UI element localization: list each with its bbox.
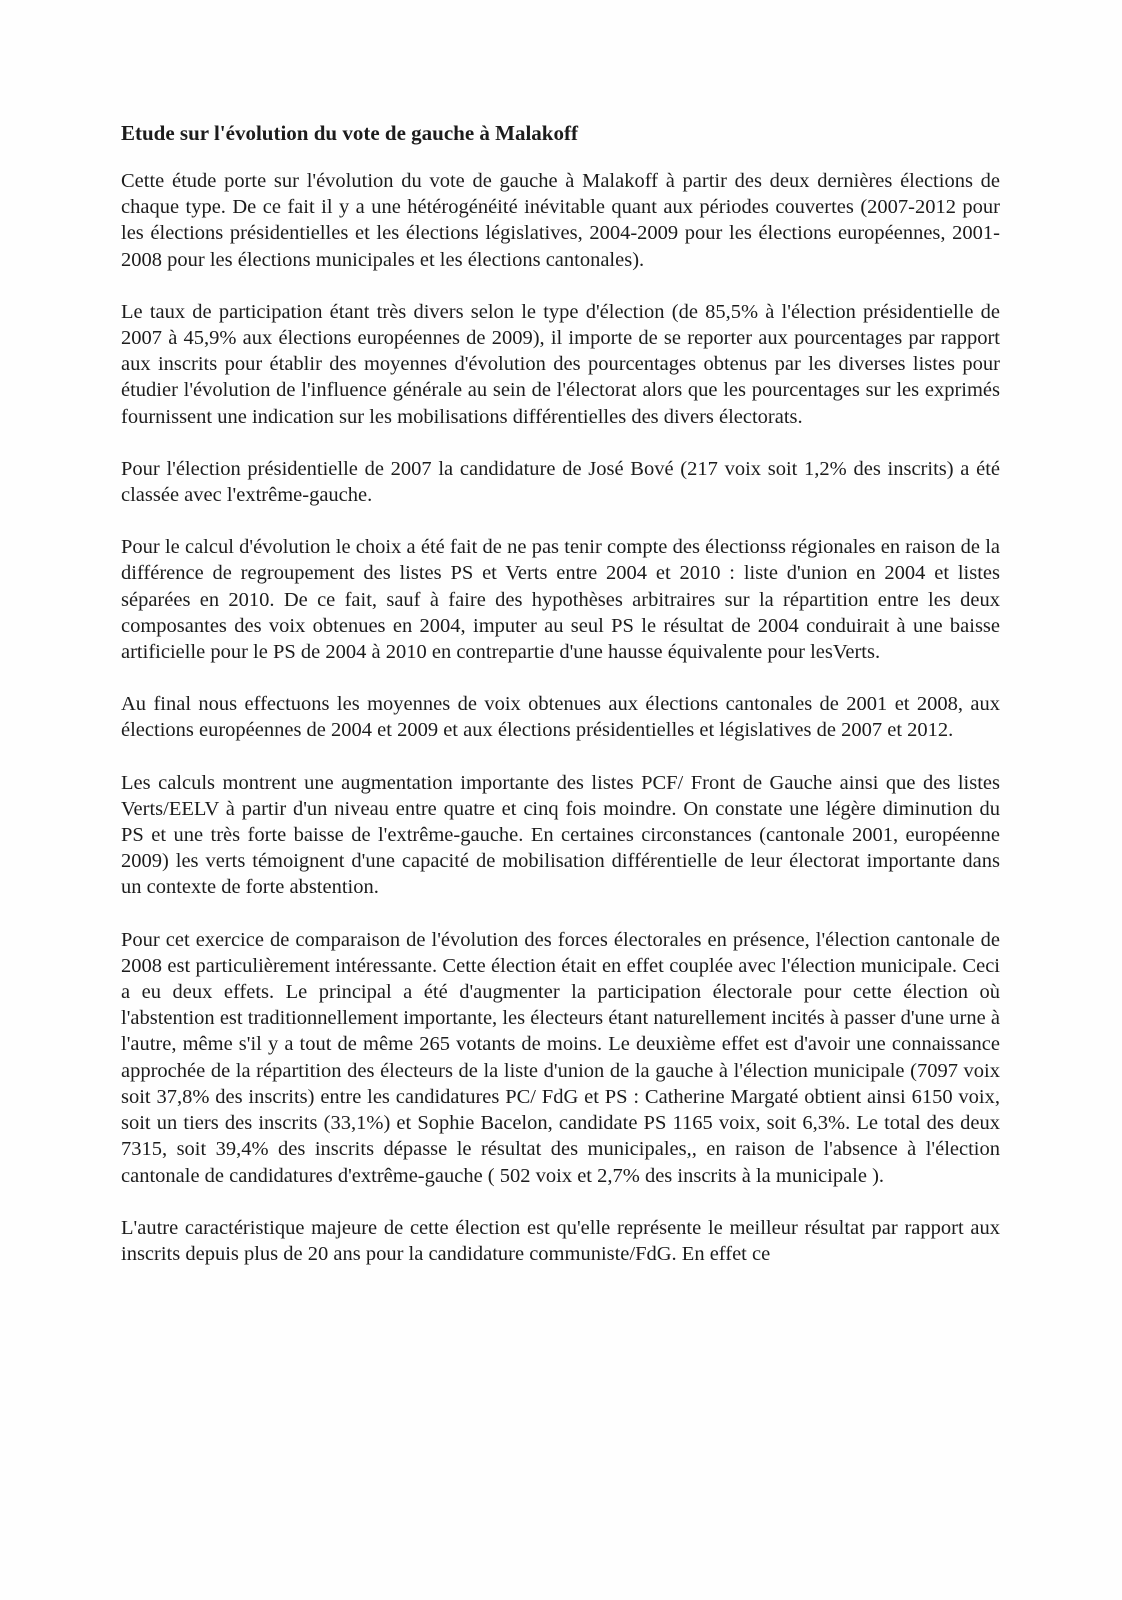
paragraph-bove: Pour l'élection présidentielle de 2007 la candidature de José Bové (217 voix soit 1,2% des inscrits) a été classée avec l'extrême-gauche. [121, 457, 1000, 507]
document-title: Etude sur l'évolution du vote de gauche à Malakoff [121, 121, 578, 145]
paragraph-cantonale-2008: Pour cet exercice de comparaison de l'évolution des forces électorales en présence, l'élection cantonale de 2008 est particulièrement intéressante. Cette élection était en effet couplée avec l'élection municipale. Ceci a eu deux effets. Le principal a été d'augmenter la participation électorale pour cette élection où l'abstention est traditionnellement importante, les électeurs étant naturellement incités à passer d'une urne à l'autre, même s'il y a tout de même 265 votants de moins. Le deuxième effet est d'avoir une connaissance approchée de la répartition des électeurs de la liste d'union de la gauche à l'élection municipale (7097 voix soit 37,8% des inscrits) entre les candidatures PC/ FdG et PS : Catherine Margaté obtient ainsi 6150 voix, soit un tiers des inscrits (33,1%) et Sophie Bacelon, candidate PS 1165 voix, soit 6,3%. Le total des deux 7315, soit 39,4% des inscrits dépasse le résultat des municipales,, en raison de l'absence à l'élection cantonale de candidatures d'extrême-gauche ( 502 voix et 2,7% des inscrits à la municipale ). [121, 928, 1000, 1187]
paragraph-scope: Cette étude porte sur l'évolution du vote de gauche à Malakoff à partir des deux dernières élections de chaque type. De ce fait il y a une hétérogénéité inévitable quant aux périodes couvertes (2007-2012 pour les élections présidentielles et les élections législatives, 2004-2009 pour les élections européennes, 2001-2008 pour les élections municipales et les élections cantonales). [121, 170, 1000, 271]
paragraph-moyennes: Au final nous effectuons les moyennes de voix obtenues aux élections cantonales de 2001 et 2008, aux élections européennes de 2004 et 2009 et aux élections présidentielles et législatives de 2007 et 2012. [121, 693, 1000, 742]
paragraph-participation: Le taux de participation étant très divers selon le type d'élection (de 85,5% à l'élection présidentielle de 2007 à 45,9% aux élections européennes de 2009), il importe de se reporter aux pourcentages par rapport aux inscrits pour établir des moyennes d'évolution des pourcentages obtenus par les diverses listes pour étudier l'évolution de l'influence générale au sein de l'électorat alors que les pourcentages sur les exprimés fournissent une indication sur les mobilisations différentielles des divers électorats. [121, 300, 1000, 428]
paragraph-caracteristique: L'autre caractéristique majeure de cette élection est qu'elle représente le meilleur résultat par rapport aux inscrits depuis plus de 20 ans pour la candidature communiste/FdG. En effet ce [121, 1216, 1000, 1265]
paragraph-calculs: Les calculs montrent une augmentation importante des listes PCF/ Front de Gauche ainsi que des listes Verts/EELV à partir d'un niveau entre quatre et cinq fois moindre. On constate une légère diminution du PS et une très forte baisse de l'extrême-gauche. En certaines circonstances (cantonale 2001, européenne 2009) les verts témoignent d'une capacité de mobilisation différentielle de leur électorat importante dans un contexte de forte abstention. [121, 771, 1000, 899]
paragraph-regionales: Pour le calcul d'évolution le choix a été fait de ne pas tenir compte des électionss régionales en raison de la différence de regroupement des listes PS et Verts entre 2004 et 2010 : liste d'union en 2004 et listes séparées en 2010. De ce fait, sauf à faire des hypothèses arbitraires sur la répartition entre les deux composantes des voix obtenues en 2004, imputer au seul PS le résultat de 2004 conduirait à une baisse artificielle pour le PS de 2004 à 2010 en contrepartie d'une hausse équivalente pour lesVerts. [121, 536, 1000, 664]
document-body [121, 120, 1000, 1293]
